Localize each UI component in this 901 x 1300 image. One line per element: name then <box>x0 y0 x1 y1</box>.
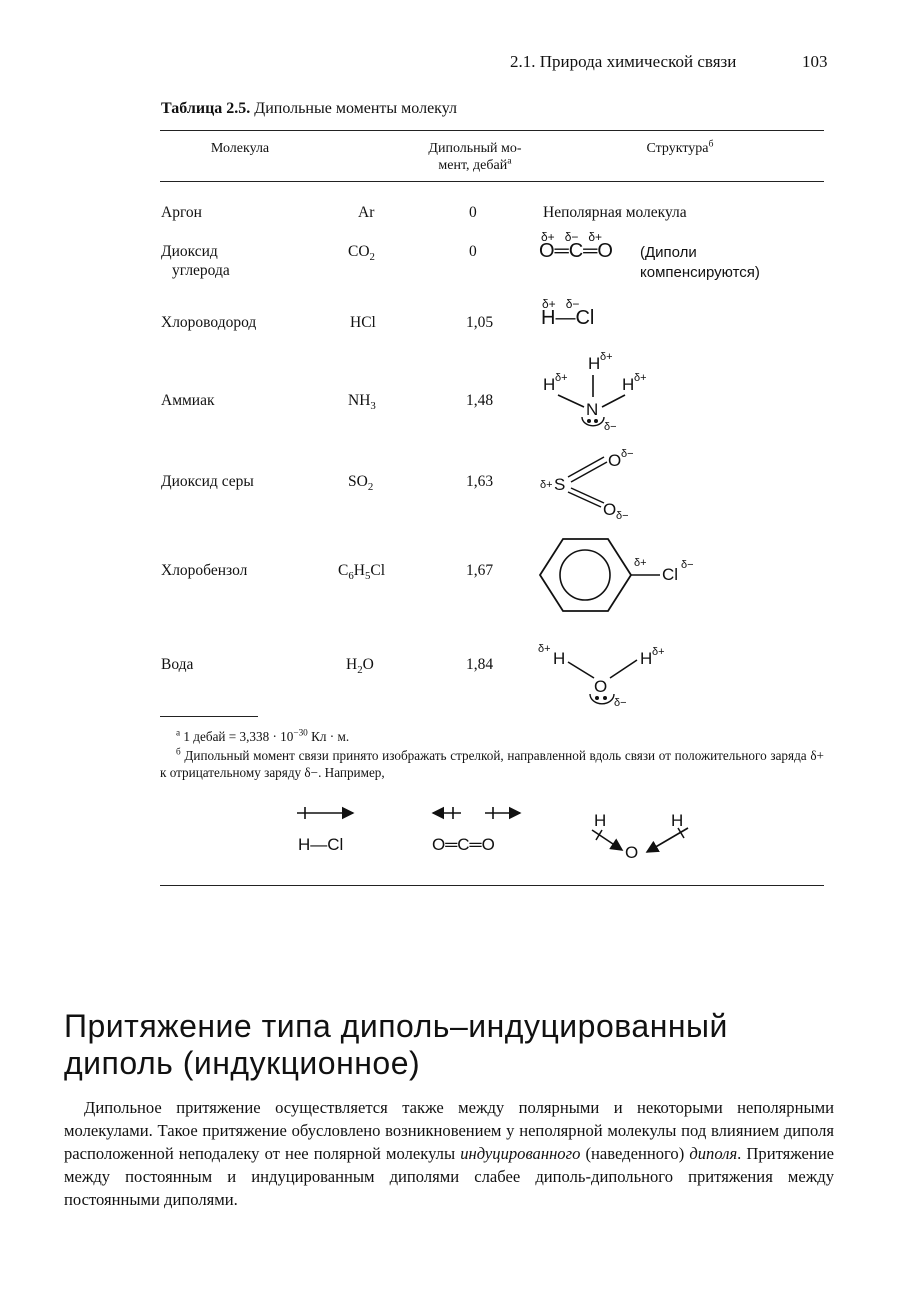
footnote-a-mark: а <box>176 727 181 738</box>
so2-formula-SO: SO <box>348 473 368 490</box>
table-caption-label: Таблица 2.5. <box>161 100 251 117</box>
water-h-left-charge: δ+ <box>538 643 551 655</box>
col-header-dipole-mark: а <box>507 155 512 167</box>
nh3-bond-right <box>602 395 625 407</box>
footnote-a-text: 1 дебай = 3,338 · 10 <box>183 729 294 744</box>
so2-s-charge: δ+ <box>540 479 553 491</box>
co2-charges: δ+ δ− δ+ <box>541 230 603 244</box>
water-h-right-charge: δ+ <box>652 646 665 658</box>
row-water-name: Вода <box>161 656 194 673</box>
row-chlorobenzene-dipole: 1,67 <box>466 562 494 579</box>
so2-o-top: O <box>608 451 622 470</box>
example-co2-formula: O═C═O <box>432 835 495 854</box>
col-header-structure-mark: б <box>708 138 714 150</box>
row-chlorobenzene-name: Хлоробензол <box>161 562 248 579</box>
so2-o-bottom: O <box>603 500 617 519</box>
chlorobenzene-cl-charge: δ− <box>681 559 694 571</box>
footnote-b-text: Дипольный момент связи принято изображать стрелкой, направленной вдоль связи от положительного заряда δ+ к отрицательному заряду δ−. Например, <box>160 748 824 780</box>
water-lone-pair-dot <box>603 696 607 700</box>
row-argon-dipole: 0 <box>469 204 477 221</box>
c6h5cl-sub5: 5 <box>364 570 371 583</box>
example-h2o-h-right: H <box>671 811 684 830</box>
example-h2o-o: O <box>625 843 639 862</box>
col-header-dipole-line2: мент, дебай <box>438 158 508 173</box>
paragraph-part3: . Притяжение между постоянным и индуцированным диполями слабее диполь-дипольного притяжения между постоянными диполями. <box>64 1144 834 1209</box>
paragraph-part2: (наведенного) <box>580 1144 690 1163</box>
footnote-b <box>160 747 824 781</box>
col-header-dipole-line1: Дипольный мо- <box>428 141 522 156</box>
row-nh3-name: Аммиак <box>161 392 215 409</box>
c6h5cl-sub6: 6 <box>348 570 354 583</box>
paragraph-emphasis-dipole: диполя <box>689 1144 738 1163</box>
table-top-rule <box>160 130 824 131</box>
co2-note-line1: (Диполи <box>640 244 697 261</box>
argon-structure-text: Неполярная молекула <box>543 204 687 221</box>
row-argon-name: Аргон <box>161 204 202 221</box>
body-paragraph <box>64 1096 834 1211</box>
water-o-charge: δ− <box>614 697 627 709</box>
so2-s: S <box>554 475 566 494</box>
col-header-structure-label: Структура <box>646 141 709 156</box>
footnote-rule <box>160 716 258 717</box>
row-water-formula <box>346 655 374 677</box>
c6h5cl-C: C <box>338 562 349 579</box>
nh3-h-left-charge: δ+ <box>555 372 568 384</box>
footnote-a <box>176 728 349 745</box>
water-o: O <box>594 677 608 696</box>
row-chlorobenzene-formula <box>338 561 386 583</box>
row-argon-formula: Ar <box>358 204 375 221</box>
example-hcl-formula: H—Cl <box>298 835 344 854</box>
hcl-charges: δ+ δ− <box>542 297 580 311</box>
nh3-h-top-charge: δ+ <box>600 351 613 363</box>
row-so2-dipole: 1,63 <box>466 473 494 490</box>
col-header-molecule: Молекула <box>210 141 270 156</box>
nh3-n-charge: δ− <box>604 421 617 433</box>
water-bond-right <box>610 660 637 678</box>
col-header-structure <box>620 140 740 157</box>
row-so2-formula <box>348 472 374 494</box>
nh3-bond-left <box>558 395 584 407</box>
nh3-h-left: H <box>543 375 556 394</box>
c6h5cl-Cl: Cl <box>370 562 386 579</box>
nh3-h-right: H <box>622 375 635 394</box>
hcl-structure-formula: H—Cl <box>541 307 595 329</box>
so2-o-bottom-charge: δ− <box>616 510 629 522</box>
table-caption-text: Дипольные моменты молекул <box>254 100 457 117</box>
row-hcl-dipole: 1,05 <box>466 314 494 331</box>
nh3-formula-NH: NH <box>348 392 371 409</box>
nh3-h-top: H <box>588 354 601 373</box>
water-structure <box>534 636 704 711</box>
co2-note-line2: компенсируются) <box>640 264 760 281</box>
page-number: 103 <box>802 52 828 71</box>
row-co2-name-line1: Диоксид <box>161 243 218 260</box>
h2o-arrow-left-cross <box>596 830 602 840</box>
h2o-dipole-arrow-right <box>647 828 688 852</box>
table-bottom-rule <box>160 885 824 886</box>
example-h2o-h-left: H <box>594 811 607 830</box>
table-caption <box>161 100 457 118</box>
row-so2-name: Диоксид серы <box>161 473 254 490</box>
table-header-rule <box>160 181 824 182</box>
h2o-H: H <box>346 656 358 673</box>
row-water-dipole: 1,84 <box>466 656 494 673</box>
paragraph-emphasis-induced: индуцированного <box>460 1144 581 1163</box>
example-hcl <box>297 807 353 854</box>
chlorobenzene-c-charge: δ+ <box>634 557 647 569</box>
co2-formula-sub: 2 <box>369 251 375 264</box>
co2-structure-formula: O═C═O <box>539 240 613 262</box>
water-h-left: H <box>553 649 566 668</box>
nh3-h-right-charge: δ+ <box>634 372 647 384</box>
nh3-lone-pair-dot <box>594 419 598 423</box>
benzene-aromatic-circle <box>560 550 610 600</box>
ammonia-structure <box>530 345 670 440</box>
running-header-section: 2.1. Природа химической связи <box>510 52 737 71</box>
footnote-a-unit: Кл · м. <box>307 729 350 744</box>
water-h-right: H <box>640 649 653 668</box>
c6h5cl-H: H <box>353 562 365 579</box>
row-nh3-formula <box>348 391 376 413</box>
dipole-arrow-examples <box>280 800 720 864</box>
nh3-formula-sub: 3 <box>370 400 376 413</box>
so2-structure <box>538 445 658 525</box>
example-h2o <box>592 811 688 862</box>
so2-o-top-charge: δ− <box>621 448 634 460</box>
water-lone-pair-dot <box>595 696 599 700</box>
col-header-dipole <box>400 140 550 174</box>
row-hcl-formula: HCl <box>350 314 376 331</box>
example-co2 <box>432 807 520 854</box>
row-nh3-dipole: 1,48 <box>466 392 494 409</box>
footnote-a-exp: −30 <box>293 727 308 738</box>
co2-formula-C: CO <box>348 243 370 260</box>
so2-formula-sub: 2 <box>367 481 374 494</box>
row-co2-formula <box>348 242 375 264</box>
chlorobenzene-cl: Cl <box>662 565 679 584</box>
section-title: Притяжение типа диполь–индуцированный диполь (индукционное) <box>64 1008 728 1081</box>
chlorobenzene-structure <box>538 532 708 618</box>
h2o-sub: 2 <box>357 664 363 677</box>
row-hcl-name: Хлороводород <box>161 314 257 331</box>
footnote-b-mark: б <box>176 746 181 757</box>
nh3-n: N <box>586 400 599 419</box>
row-co2-name-line2: углерода <box>172 262 230 279</box>
nh3-lone-pair-dot <box>587 419 591 423</box>
water-bond-left <box>568 662 594 678</box>
h2o-O: O <box>362 656 374 673</box>
row-co2-dipole: 0 <box>469 243 477 260</box>
paragraph-part1: Дипольное притяжение осуществляется также между полярными и некоторыми неполярными молекулами. Такое притяжение обусловлено возникновением у неполярной молекулы под влиянием диполя расположенной неподалеку от нее полярной молекулы <box>64 1098 834 1163</box>
